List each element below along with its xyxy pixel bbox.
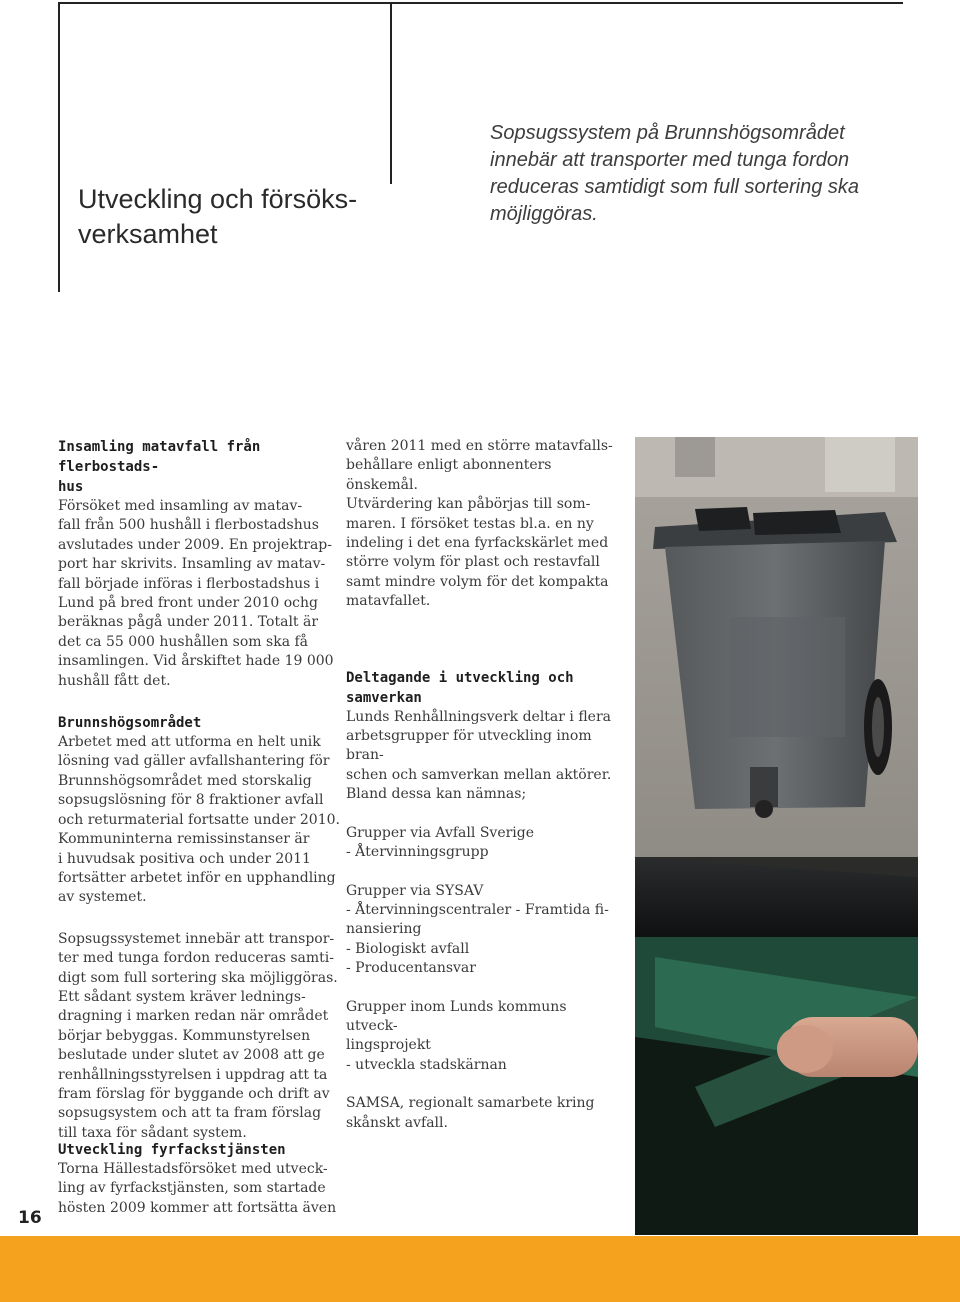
section-heading-brunnshog: Brunnshögsområdet — [58, 715, 202, 732]
frame-divider-rule — [390, 2, 392, 184]
section-body-sopsug: Sopsugssystemet innebär att transpor- ter med tunga fordon reduceras samti- digt som full sortering ska möjliggöras. Ett sådant system kräver lednings- dragning i marken redan när området börjar bebyggas. Kommunstyrelsen beslutade under slutet av 2008 att ge renhållningsstyrelsen i uppdrag att ta fram förslag för byggande och drift av sopsugsystem och att ta fram förslag till taxa för sådant system. — [58, 930, 338, 1141]
section-heading-fyrfack: Utveckling fyrfackstjänsten — [58, 1142, 286, 1158]
section-body-fyrfack: Torna Hällestadsförsöket med utveck- ling av fyrfackstjänsten, som startade hösten 2009 kommer att fortsätta även — [58, 1161, 337, 1216]
section-body-samverkan: Lunds Renhållningsverk deltar i flera arbetsgrupper för utveckling inom bran- schen och samverkan mellan aktörer. Bland dessa kan nämnas; — [346, 708, 612, 803]
continued-paragraph: våren 2011 med en större matavfalls- behållare enligt abonnenters önskemål. Utvärdering kan påbörjas till som- maren. I försöket testas bl.a. en ny indeling i det ena fyrfackskärlet med större volym för plast och restavfall samt mindre volym för det kompakta matavfallet. — [346, 438, 613, 610]
lede-quote: Sopsugssystem på Brunnshögsområdet innebär att transporter med tunga fordon reduceras samtidigt som full sortering ska möjliggöras. — [490, 122, 860, 225]
page-title: Utveckling och försöks- verksamhet — [78, 184, 358, 249]
frame-left-rule — [58, 2, 60, 292]
group-avfall-sverige: Grupper via Avfall Sverige - Återvinningsgrupp — [346, 824, 535, 861]
section-heading-samverkan: Deltagande i utveckling och samverkan — [346, 669, 574, 706]
section-body-brunnshog: Arbetet med att utforma en helt unik lösning vad gäller avfallshantering för Brunnshögsområdet med storskalig sopsugslösning för 8 fraktioner avfall och returmaterial fortsatte under 2010. Kommuninterna remissinstanser är i huvudsak positiva och under 2011 fortsätter arbetet inför en upphandling av systemet. — [58, 734, 340, 906]
frame-top-rule — [58, 2, 903, 4]
section-fyrfack — [58, 1140, 343, 1218]
section-body-matavfall: Försöket med insamling av matav- fall från 500 hushåll i flerbostadshus avslutades under 2009. En projektrap- port har skrivits. Insamling av matav- fall började införas i flerbostadshus i Lund på bred front under 2010 ochg beräknas pågå under 2011. Totalt är det ca 55 000 hushållen som ska få insamlingen. Vid årskiftet hade 19 000 hushåll fått det. — [58, 498, 334, 689]
waste-bin-photo — [635, 437, 918, 1235]
footer-accent-bar — [0, 1236, 960, 1302]
page-number: 16 — [18, 1208, 42, 1228]
middle-column — [346, 437, 621, 1133]
group-samsa: SAMSA, regionalt samarbete kring skånskt avfall. — [346, 1095, 595, 1131]
group-lunds-kommun: Grupper inom Lunds kommuns utveck- lingsprojekt - utveckla stadskärnan — [346, 998, 567, 1073]
group-sysav: Grupper via SYSAV - Återvinningscentraler - Framtida fi- nansiering - Biologiskt avfall - Producentansvar — [346, 882, 609, 977]
section-heading-matavfall: Insamling matavfall från flerbostads- hus — [58, 439, 261, 495]
left-column — [58, 437, 343, 1143]
